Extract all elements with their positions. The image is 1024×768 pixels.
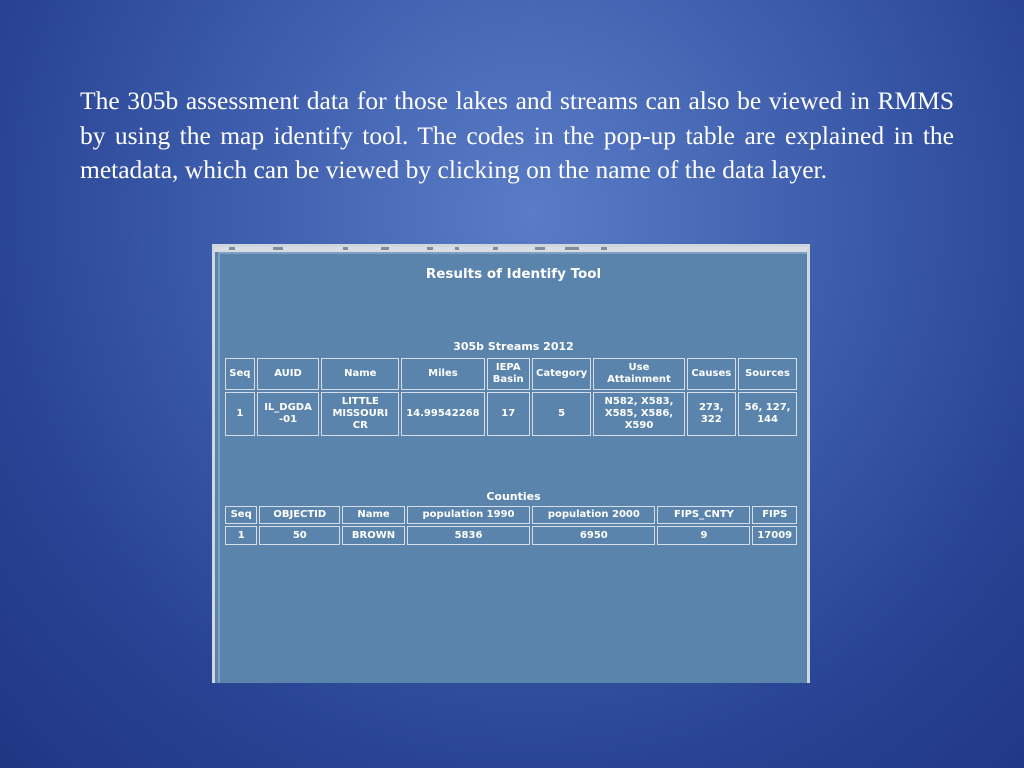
identify-panel <box>218 252 807 683</box>
cell-name: BROWN <box>342 526 405 545</box>
table-row <box>225 526 797 545</box>
cell-auid: IL_DGDA -01 <box>257 392 320 436</box>
toolbar-strip <box>215 244 807 252</box>
counties-header-row <box>225 506 797 524</box>
cell-population-2000: 6950 <box>532 526 655 545</box>
header-objectid: OBJECTID <box>259 506 340 524</box>
cell-sources: 56, 127, 144 <box>738 392 797 436</box>
cell-name: LITTLE MISSOURI CR <box>321 392 399 436</box>
header-auid: AUID <box>257 358 320 390</box>
header-miles: Miles <box>401 358 484 390</box>
cell-category: 5 <box>532 392 592 436</box>
cell-iepa-basin: 17 <box>487 392 530 436</box>
cell-seq: 1 <box>225 392 255 436</box>
streams-caption: 305b Streams 2012 <box>453 340 574 353</box>
header-population-1990: population 1990 <box>407 506 530 524</box>
header-causes: Causes <box>687 358 737 390</box>
streams-table <box>223 356 799 438</box>
header-category: Category <box>532 358 592 390</box>
cell-miles: 14.99542268 <box>401 392 484 436</box>
cell-fips-cnty: 9 <box>657 526 750 545</box>
header-name: Name <box>321 358 399 390</box>
streams-header-row <box>225 358 797 390</box>
cell-fips: 17009 <box>752 526 797 545</box>
slide-body-text: The 305b assessment data for those lakes and streams can also be viewed in RMMS by using the map identify tool. The codes in the pop-up table are explained in the metadata, which can be viewed by clicking on the name of the data layer. <box>80 86 954 184</box>
cell-population-1990: 5836 <box>407 526 530 545</box>
header-seq: Seq <box>225 506 257 524</box>
table-row <box>225 392 797 436</box>
header-fips: FIPS <box>752 506 797 524</box>
header-sources: Sources <box>738 358 797 390</box>
header-fips-cnty: FIPS_CNTY <box>657 506 750 524</box>
panel-title: Results of Identify Tool <box>425 266 602 282</box>
header-iepa-basin: IEPA Basin <box>487 358 530 390</box>
header-population-2000: population 2000 <box>532 506 655 524</box>
header-name: Name <box>342 506 405 524</box>
cell-use-attainment: N582, X583, X585, X586, X590 <box>593 392 684 436</box>
header-seq: Seq <box>225 358 255 390</box>
counties-table <box>223 504 799 547</box>
cell-seq: 1 <box>225 526 257 545</box>
counties-caption: Counties <box>486 490 541 503</box>
header-use-attainment: Use Attainment <box>593 358 684 390</box>
cell-objectid: 50 <box>259 526 340 545</box>
cell-causes: 273, 322 <box>687 392 737 436</box>
identify-results-window <box>212 244 810 683</box>
